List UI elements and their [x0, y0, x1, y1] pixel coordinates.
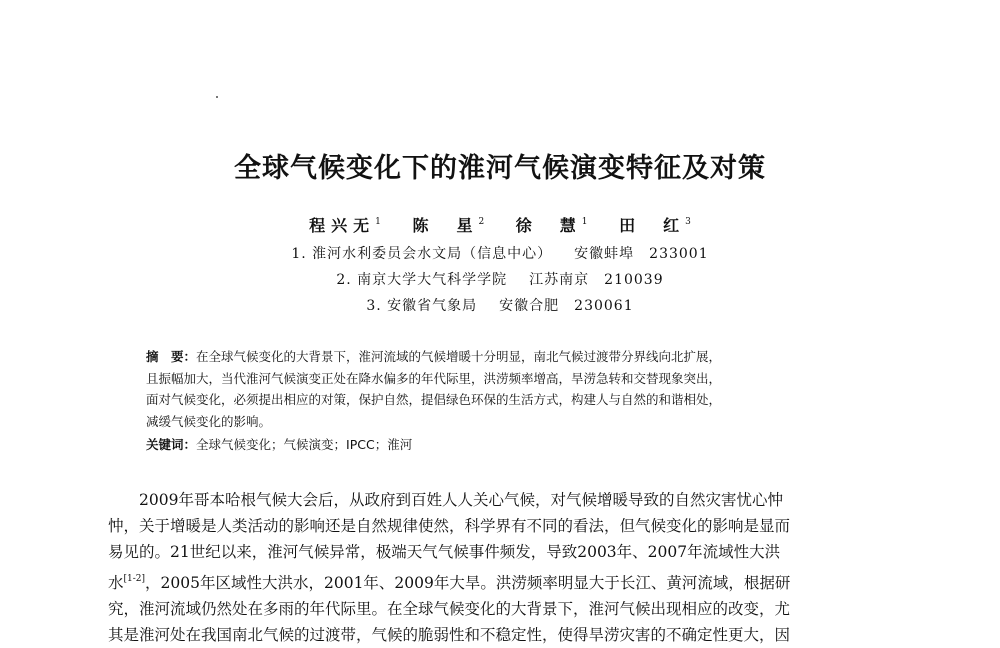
abstract-line: 摘 要：在全球气候变化的大背景下，淮河流域的气候增暖十分明显，南北气候过渡带分界线向北扩展， — [146, 349, 722, 364]
abstract-line: 且振幅加大，当代淮河气候演变正处在降水偏多的年代际里，洪涝频率增高，旱涝急转和交替现象突出， — [146, 370, 722, 386]
affiliation: 1. 淮河水利委员会水文局（信息中心） 安徽蚌埠 233001 — [291, 246, 709, 262]
keywords-text: 全球气候变化；气候演变；IPCC；淮河 — [196, 437, 413, 452]
body-line: 水[1-2]，2005年区域性大洪水，2001年、2009年大旱。洪涝频率明显大于长江、黄河流域，根据研 — [108, 573, 791, 592]
keywords — [146, 435, 412, 453]
author: 程兴无$^1$ — [309, 216, 381, 235]
abstract — [146, 346, 866, 432]
scan-speck — [216, 96, 218, 98]
keywords-label: 关键词： — [146, 437, 197, 452]
author-list — [0, 213, 1000, 236]
author: 田 红$^3$ — [619, 216, 691, 235]
author: 徐 慧$^1$ — [515, 216, 588, 235]
affiliation: 3. 安徽省气象局 安徽合肥 230061 — [366, 298, 634, 314]
body-line: 2009年哥本哈根气候大会后，从政府到百姓人人关心气候，对气候增暖导致的自然灾害忧心忡 — [139, 491, 783, 509]
author: 陈 星$^2$ — [412, 216, 485, 235]
abstract-label: 摘 要： — [146, 349, 197, 364]
body-line: 其是淮河处在我国南北气候的过渡带，气候的脆弱性和不稳定性，使得旱涝灾害的不确定性更大，因 — [108, 626, 791, 645]
abstract-line: 面对气候变化，必须提出相应的对策，保护自然，提倡绿色环保的生活方式，构建人与自然的和谐相处， — [146, 392, 722, 407]
abstract-line: 减缓气候变化的影响。 — [146, 413, 272, 429]
citation: [1-2] — [123, 573, 146, 584]
body-text — [108, 487, 908, 648]
body-line: 究，淮河流域仍然处在多雨的年代际里。在全球气候变化的大背景下，淮河气候出现相应的改变，尤 — [108, 599, 791, 618]
body-line: 忡，关于增暖是人类活动的影响还是自然规律使然，科学界有不同的看法，但气候变化的影响是显而 — [108, 517, 791, 536]
paper-title: 全球气候变化下的淮河气候演变特征及对策 — [234, 153, 766, 184]
body-line: 易见的。21世纪以来，淮河气候异常，极端天气气候事件频发，导致2003年、2007年流域性大洪 — [108, 543, 781, 562]
affiliation: 2. 南京大学大气科学学院 江苏南京 210039 — [336, 272, 664, 288]
